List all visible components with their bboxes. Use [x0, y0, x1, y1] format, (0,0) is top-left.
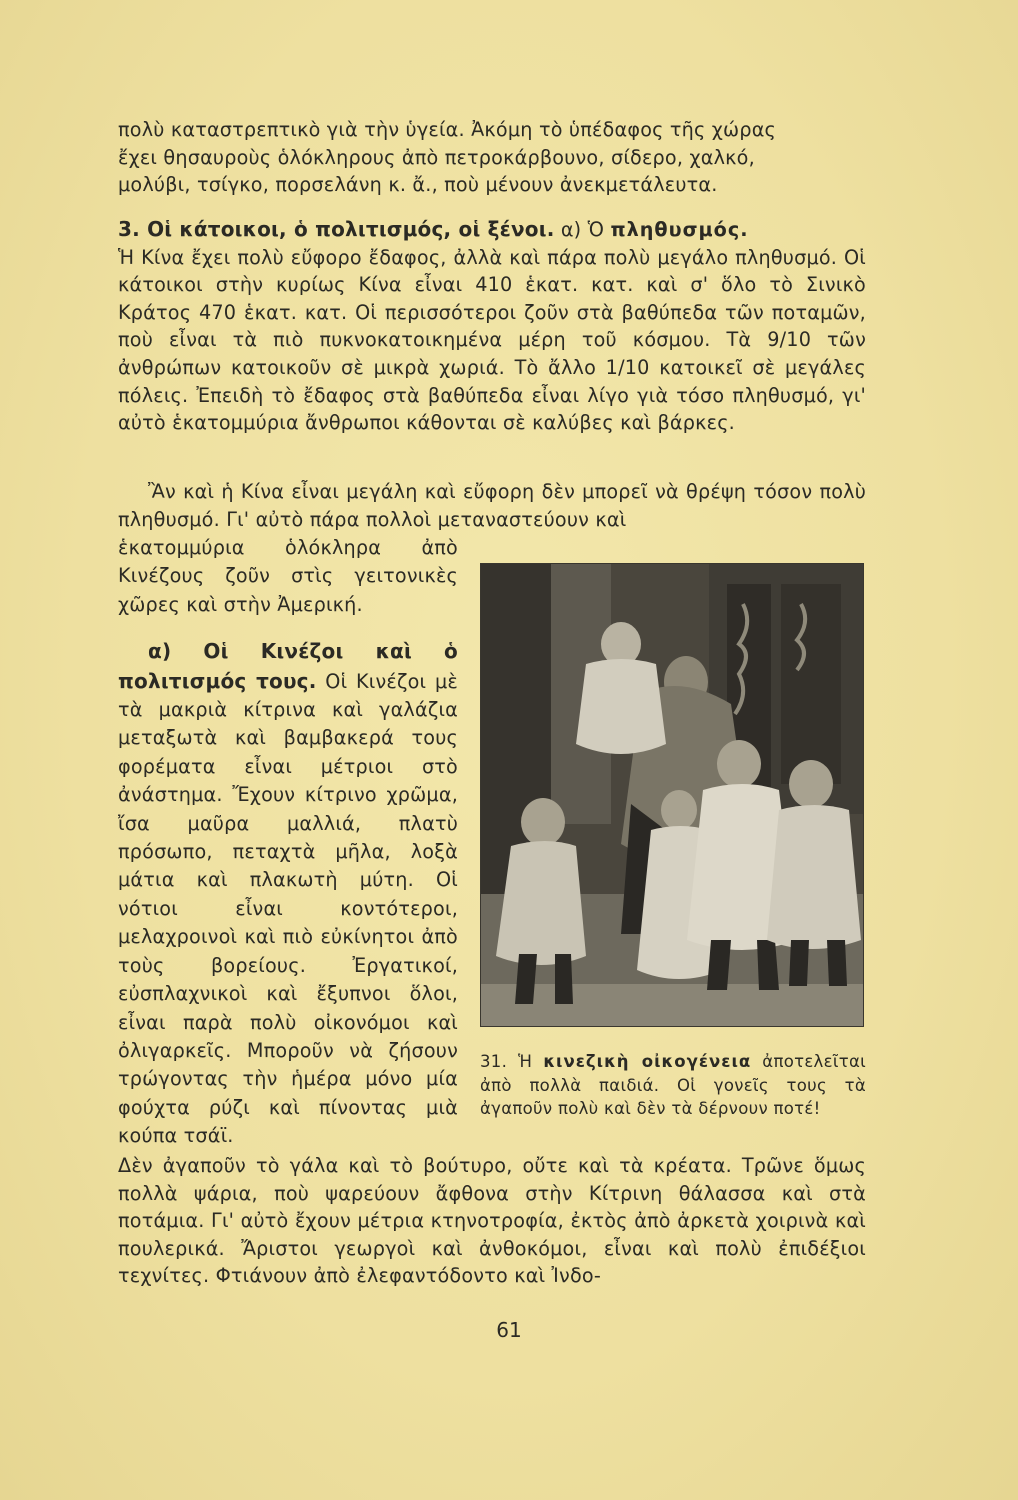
section-subtitle-prefix: α) Ὁ: [560, 218, 605, 241]
section-heading: [118, 216, 866, 244]
photo-illustration: [481, 564, 864, 1027]
caption-emphasis: κινεζικὴ οἰκογένεια: [543, 1052, 752, 1071]
family-photo: [480, 563, 864, 1027]
photo-caption: [480, 1050, 866, 1121]
caption-rest: ἀποτελεῖται ἀπὸ πολλὰ παιδιά. Οἱ γονεῖς τους τὰ ἀγαποῦν πολὺ καὶ δὲν τὰ δέρνουν ποτέ!: [480, 1052, 866, 1118]
culture-text: Οἱ Κινέζοι μὲ τὰ μακριὰ κίτρινα καὶ γαλάζια μεταξωτὰ καὶ βαμβακερά τους φορέματα εἶναι μέτριοι στὸ ἀνάστημα. Ἔχουν κίτρινο χρῶμα, ἴσα μαῦρα μαλλιά, πλατὺ πρόσωπο, πεταχτὰ μῆλα, λοξὰ μάτια καὶ πλακωτὴ μύτη. Οἱ νότιοι εἶναι κοντότεροι, μελαχροινοὶ καὶ πιὸ εὐκίνητοι ἀπὸ τοὺς βορείους. Ἐργατικοί, εὐσπλαχνικοὶ καὶ ἔξυπνοι ὅλοι, εἶναι παρὰ πολὺ οἰκονόμοι καὶ ὀλιγαρκεῖς. Μποροῦν νὰ ζήσουν τρώγοντας τὴν ἡμέρα μόνο μία φούχτα ρύζι καὶ πίνοντας μιὰ κούπα τσάϊ.: [118, 669, 458, 1148]
section-population: [118, 216, 866, 437]
section-subtitle: πληθυσμός.: [610, 218, 749, 241]
top-line-1: πολὺ καταστρεπτικὸ γιὰ τὴν ὑγεία. Ἀκόμη τὸ ὑπέδαφος τῆς χώρας: [118, 118, 777, 141]
culture-paragraph: [118, 637, 458, 1150]
bottom-paragraph: Δὲν ἀγαποῦν τὸ γάλα καὶ τὸ βούτυρο, οὔτε καὶ τὰ κρέατα. Τρῶνε ὅμως πολλὰ ψάρια, ποὺ ψαρεύουν ἄφθονα στὴν Κίτρινη θάλασσα καὶ στὰ ποτάμια. Γι' αὐτὸ ἔχουν μέτρια κτηνοτροφία, ἐκτὸς ἀπὸ ἀρκετὰ χοιρινὰ καὶ πουλερικά. Ἄριστοι γεωργοὶ καὶ ἀνθοκόμοι, εἶναι καὶ πολὺ ἐπιδέξιοι τεχνίτες. Φτιάνουν ἀπὸ ἐλεφαντόδοντο καὶ Ἰνδο-: [118, 1154, 866, 1288]
top-paragraph: [118, 116, 866, 199]
bottom-paragraph-block: [118, 1152, 866, 1290]
left-column: [118, 534, 458, 1151]
emigration-continuation: ἑκατομμύρια ὁλόκληρα ἀπὸ Κινέζους ζοῦν στὶς γειτονικὲς χῶρες καὶ στὴν Ἀμερική.: [118, 536, 458, 616]
emigration-block: [118, 478, 866, 533]
population-paragraph: Ἡ Κίνα ἔχει πολὺ εὔφορο ἔδαφος, ἀλλὰ καὶ πάρα πολὺ μεγάλο πληθυσμό. Οἱ κάτοικοι στὴν κυρίως Κίνα εἶναι 410 ἑκατ. κατ. καὶ σ' ὅλο τὸ Σινικὸ Κράτος 470 ἑκατ. κατ. Οἱ περισσότεροι ζοῦν στὰ βαθύπεδα τῶν ποταμῶν, ποὺ εἶναι τὰ πιὸ πυκνοκατοικημένα μέρη τοῦ κόσμου. Τὰ 9/10 τῶν ἀνθρώπων κατοικοῦν σὲ μικρὰ χωριά. Τὸ ἄλλο 1/10 κατοικεῖ σὲ μεγάλες πόλεις. Ἐπειδὴ τὸ ἔδαφος στὰ βαθύπεδα εἶναι λίγο γιὰ τόσο πληθυσμό, γι' αὐτὸ ἑκατομμύρια ἄνθρωποι κάθονται σὲ καλύβες καὶ βάρκες.: [118, 245, 866, 435]
caption-prefix: 31. Ἡ: [480, 1052, 533, 1071]
top-line-2: ἔχει θησαυροὺς ὁλόκληρους ἀπὸ πετροκάρβουνο, σίδερο, χαλκό,: [118, 145, 755, 169]
page-number: 61: [496, 1318, 522, 1342]
section-title: 3. Οἱ κάτοικοι, ὁ πολιτισμός, οἱ ξένοι.: [118, 217, 555, 241]
emigration-paragraph: Ἂν καὶ ἡ Κίνα εἶναι μεγάλη καὶ εὔφορη δὲν μπορεῖ νὰ θρέψη τόσον πολὺ πληθυσμό. Γι' αὐτὸ πάρα πολλοὶ μεταναστεύουν καὶ: [118, 480, 866, 531]
top-line-3: μολύβι, τσίγκο, πορσελάνη κ. ἄ., ποὺ μένουν ἀνεκμετάλευτα.: [118, 173, 718, 197]
culture-subtitle: α) Οἱ Κινέζοι καὶ ὁ πολιτισμός τους.: [118, 639, 458, 693]
